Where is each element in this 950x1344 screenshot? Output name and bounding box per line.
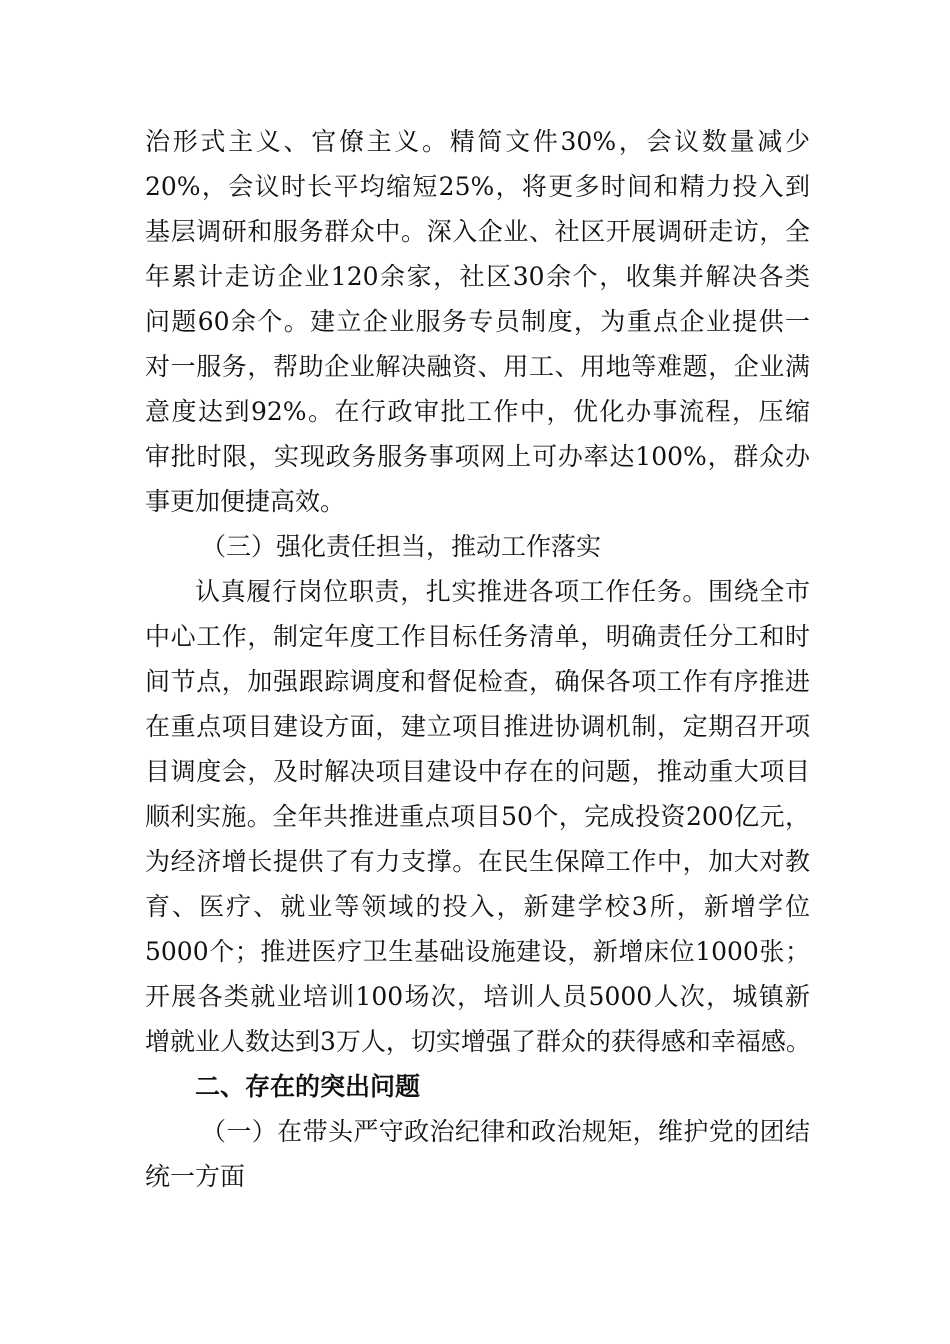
document-body xyxy=(145,119,810,1199)
subheading-three xyxy=(145,524,810,569)
text-line: 20%，会议时长平均缩短25%，将更多时间和精力投入到 xyxy=(145,172,810,201)
section-heading-problems xyxy=(145,1064,810,1109)
paragraph-continued xyxy=(145,119,810,524)
text-line: 为经济增长提供了有力支撑。在民生保障工作中，加大对教 xyxy=(145,847,810,876)
subheading-text: （一）在带头严守政治纪律和政治规矩，维护党的团结 xyxy=(201,1117,810,1146)
subheading-text: （三）强化责任担当，推动工作落实 xyxy=(201,532,602,561)
text-line: 顺利实施。全年共推进重点项目50个，完成投资200亿元， xyxy=(145,802,810,831)
text-line: 增就业人数达到3万人，切实增强了群众的获得感和幸福感。 xyxy=(145,1027,811,1056)
subheading-one xyxy=(145,1109,810,1199)
text-line: 治形式主义、官僚主义。精简文件30%，会议数量减少 xyxy=(145,127,810,156)
text-line: 目调度会，及时解决项目建设中存在的问题，推动重大项目 xyxy=(145,757,810,786)
section-title: 二、存在的突出问题 xyxy=(195,1072,421,1101)
text-line: 开展各类就业培训100场次，培训人员5000人次，城镇新 xyxy=(145,982,810,1011)
text-line: 在重点项目建设方面，建立项目推进协调机制，定期召开项 xyxy=(145,712,810,741)
text-line: 事更加便捷高效。 xyxy=(145,487,346,516)
text-line: 意度达到92%。在行政审批工作中，优化办事流程，压缩 xyxy=(145,397,810,426)
text-line: 育、医疗、就业等领域的投入，新建学校3所，新增学位 xyxy=(145,892,810,921)
text-line: 间节点，加强跟踪调度和督促检查，确保各项工作有序推进 xyxy=(145,667,810,696)
text-line: 中心工作，制定年度工作目标任务清单，明确责任分工和时 xyxy=(145,622,810,651)
text-line: 年累计走访企业120余家，社区30余个，收集并解决各类 xyxy=(145,262,810,291)
text-line: 5000个；推进医疗卫生基础设施建设，新增床位1000张； xyxy=(145,937,810,966)
text-line: 问题60余个。建立企业服务专员制度，为重点企业提供一 xyxy=(145,307,810,336)
paragraph-responsibility xyxy=(145,569,810,1064)
text-line: 审批时限，实现政务服务事项网上可办率达100%，群众办 xyxy=(145,442,810,471)
text-line: 对一服务，帮助企业解决融资、用工、用地等难题，企业满 xyxy=(145,352,810,381)
text-line: 基层调研和服务群众中。深入企业、社区开展调研走访，全 xyxy=(145,217,810,246)
subheading-text: 统一方面 xyxy=(145,1162,246,1191)
text-line: 认真履行岗位职责，扎实推进各项工作任务。围绕全市 xyxy=(195,577,810,606)
